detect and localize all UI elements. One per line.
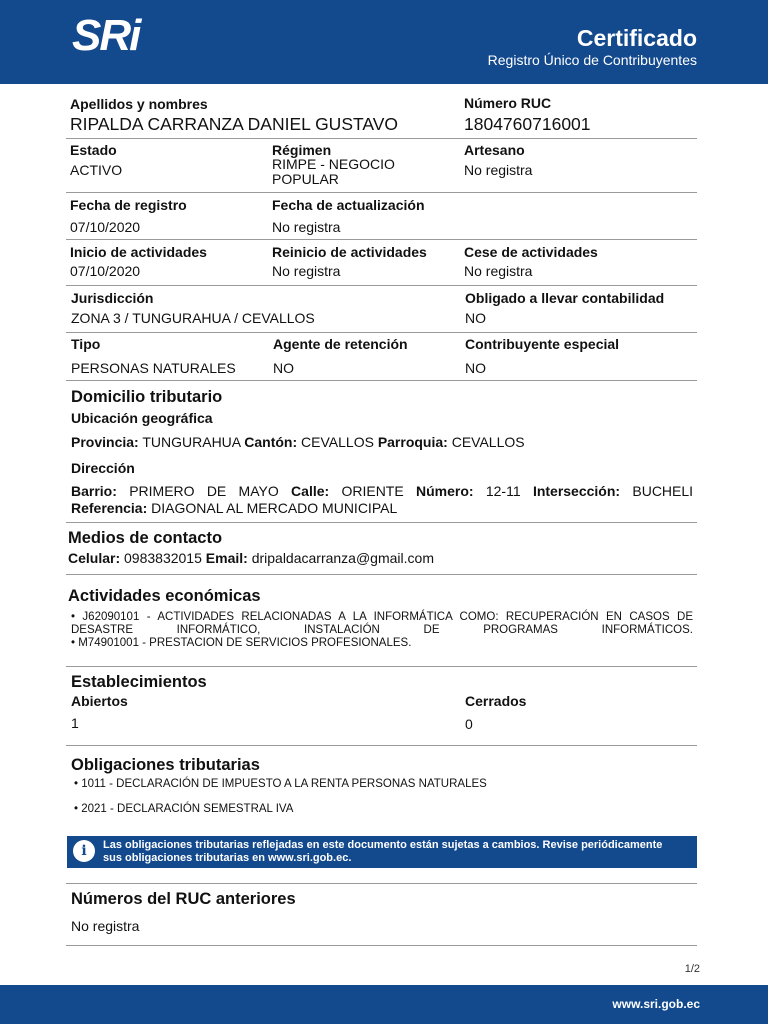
contact-section-title: Medios de contacto [68, 529, 223, 547]
open-establishments-value: 1 [71, 715, 79, 731]
closed-establishments-label: Cerrados [465, 693, 527, 709]
artisan-label: Artesano [464, 142, 525, 158]
divider [66, 745, 697, 746]
address-section-title: Domicilio tributario [71, 388, 223, 406]
website-link[interactable]: www.sri.gob.ec [612, 997, 700, 1011]
registration-date-label: Fecha de registro [70, 197, 187, 213]
ruc-label: Número RUC [464, 95, 552, 111]
reference-line: Referencia: DIAGONAL AL MERCADO MUNICIPAL [71, 500, 398, 516]
update-date-value: No registra [272, 219, 341, 235]
divider [66, 380, 697, 381]
divider [66, 945, 697, 946]
withholding-label: Agente de retención [273, 336, 408, 352]
obligation-item: • 2021 - DECLARACIÓN SEMESTRAL IVA [74, 803, 294, 815]
name-value: RIPALDA CARRANZA DANIEL GUSTAVO [70, 114, 399, 134]
footer-bar [0, 985, 768, 1024]
divider [66, 239, 697, 240]
direction-label: Dirección [71, 460, 135, 476]
divider [66, 192, 697, 193]
type-label: Tipo [71, 336, 101, 352]
geo-location-label: Ubicación geográfica [71, 410, 213, 426]
artisan-value: No registra [464, 162, 533, 178]
page-number: 1/2 [684, 963, 700, 975]
regime-label: Régimen [272, 142, 332, 158]
restart-activities-value: No registra [272, 263, 341, 279]
activity-item: • M74901001 - PRESTACION DE SERVICIOS PROFESIONALES. [71, 637, 412, 649]
obligation-item: • 1011 - DECLARACIÓN DE IMPUESTO A LA RENTA PERSONAS NATURALES [74, 778, 487, 790]
jurisdiction-label: Jurisdicción [71, 290, 154, 306]
closed-establishments-value: 0 [465, 716, 473, 732]
geo-location-line: Provincia: TUNGURAHUA Cantón: CEVALLOS Parroquia: CEVALLOS [71, 434, 525, 450]
withholding-value: NO [273, 360, 294, 376]
divider [66, 138, 697, 139]
notice-text: Las obligaciones tributarias reflejadas en este documento están sujetas a cambios. Revise periódicamente sus obligaciones tributarias en www.sri.gob.ec. [103, 839, 663, 864]
accounting-value: NO [465, 310, 486, 326]
address-line: Barrio: PRIMERO DE MAYO Calle: ORIENTE Número: 12-11 Intersección: BUCHELI [71, 483, 694, 499]
type-value: PERSONAS NATURALES [71, 360, 236, 376]
stop-activities-value: No registra [464, 263, 533, 279]
activity-item: • J62090101 - ACTIVIDADES RELACIONADAS A LA INFORMÁTICA COMO: RECUPERACIÓN EN CASOS DE DESASTRE INFORMÁTICO, INSTALACIÓN DE PROGRAMAS INFORMÁTICOS. [71, 611, 693, 636]
registration-date-value: 07/10/2020 [70, 219, 141, 235]
restart-activities-label: Reinicio de actividades [272, 244, 427, 260]
divider [66, 332, 697, 333]
divider [66, 522, 697, 523]
obligations-notice [67, 836, 697, 868]
special-taxpayer-value: NO [465, 360, 486, 376]
special-taxpayer-label: Contribuyente especial [465, 336, 620, 352]
open-establishments-label: Abiertos [71, 693, 128, 709]
contact-line: Celular: 0983832015 Email: dripaldacarranza@gmail.com [68, 550, 434, 566]
regime-value: RIMPE - NEGOCIO POPULAR [272, 156, 395, 187]
start-activities-value: 07/10/2020 [70, 263, 141, 279]
obligations-section-title: Obligaciones tributarias [71, 756, 260, 774]
status-label: Estado [70, 142, 117, 158]
info-icon: i [73, 840, 95, 862]
start-activities-label: Inicio de actividades [70, 244, 207, 260]
header-bar [0, 0, 768, 84]
name-label: Apellidos y nombres [70, 96, 208, 112]
sri-logo: SRi [72, 11, 140, 60]
status-value: ACTIVO [70, 162, 123, 178]
activities-section-title: Actividades económicas [68, 587, 261, 605]
divider [66, 285, 697, 286]
certificate-subtitle: Registro Único de Contribuyentes [487, 52, 697, 68]
certificate-title: Certificado [576, 25, 697, 51]
ruc-value: 1804760716001 [464, 114, 591, 134]
establishments-section-title: Establecimientos [71, 673, 207, 691]
stop-activities-label: Cese de actividades [464, 244, 598, 260]
divider [66, 883, 697, 884]
previous-ruc-section-title: Números del RUC anteriores [71, 890, 296, 908]
accounting-label: Obligado a llevar contabilidad [465, 290, 665, 306]
divider [66, 666, 697, 667]
divider [66, 574, 697, 575]
previous-ruc-value: No registra [71, 918, 140, 934]
jurisdiction-value: ZONA 3 / TUNGURAHUA / CEVALLOS [71, 310, 315, 326]
update-date-label: Fecha de actualización [272, 197, 425, 213]
